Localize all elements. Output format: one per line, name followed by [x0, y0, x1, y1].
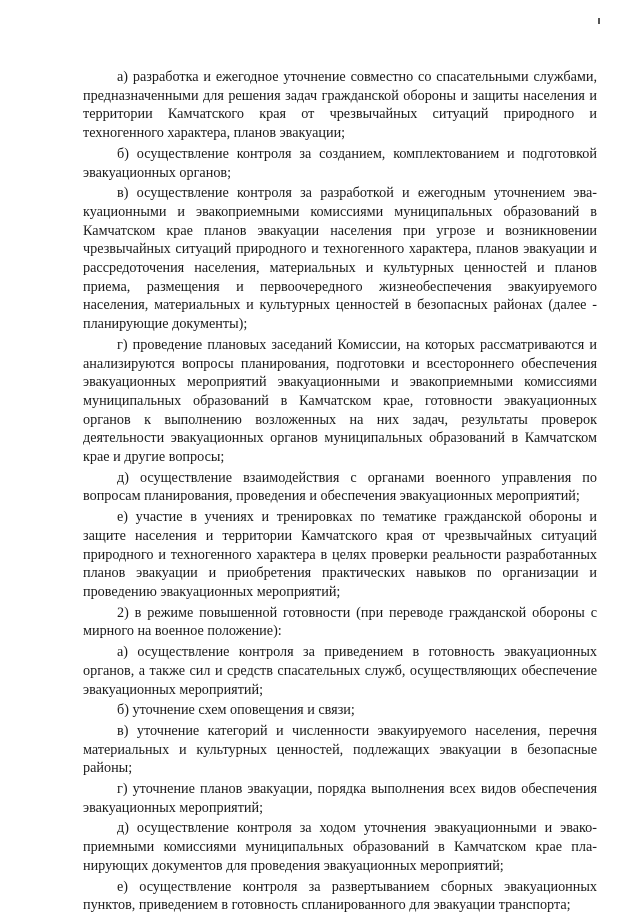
paragraph: д) осуществление взаимодействия с органами военного управления по вопросам планирования, проведения и обеспечения эвакуационных мероприятий; [83, 469, 597, 505]
paragraph: г) уточнение планов эвакуации, порядка выполнения всех видов обеспечения эвакуационных мероприятий; [83, 781, 597, 816]
paragraph: д) осуществление контроля за ходом уточнения эвакуационными и эвакоприемными комиссиями муниципальных образований в Камчатском крае планирующих документов для проведения эвакуационных мероприятий; [83, 820, 597, 874]
paragraph: 2) в режиме повышенной готовности (при переводе гражданской обороны с мирного на военное положение): [83, 604, 597, 640]
paragraph: е) осуществление контроля за развертыванием сборных эвакуационных пунктов, приведением в готовность спланированного для эвакуации транспорта; [83, 878, 597, 914]
paragraph: в) уточнение категорий и численности эвакуируемого населения, перечня материальных и культурных ценностей, подлежащих эвакуации в безопасные районы; [83, 722, 597, 777]
paragraph: б) осуществление контроля за созданием, комплектованием и подготовкой эвакуационных органов; [83, 145, 597, 181]
paragraph: г) проведение плановых заседаний Комиссии, на которых рассматриваются и анализируются вопросы планирования, подготовки и всестороннего обеспечения эвакуационных мероприятий эвакуационными и эвакоприемными комиссиями муниципальных образований в Камчатском крае, готовности эвакуационных органов к выполнению возложенных на них задач, результаты проверок деятельности эвакуационных органов муниципальных образований в Камчатском крае и другие вопросы; [83, 336, 597, 466]
scan-mark [598, 18, 600, 24]
paragraph: в) осуществление контроля за разработкой и ежегодным уточнением эвакуационными и эвакоприемными комиссиями муниципальных образований в Камчатском крае планов эвакуации населения при угрозе и возникновении чрезвычайных ситуаций природного и техногенного характера, планов эвакуации и рассредоточения населения, материальных и культурных ценностей и планов приема, размещения и первоочередного жизнеобеспечения эвакуируемого населения, материальных и культурных ценностей в безопасных районах (далее - планирующие документы); [83, 185, 597, 333]
paragraph: б) уточнение схем оповещения и связи; [117, 702, 355, 719]
paragraph: а) разработка и ежегодное уточнение совместно со спасательными службами, предназначенными для решения задач гражданской обороны и защиты населения и территории Камчатского края от чрезвычайных ситуаций природного и техногенного характера, планов эвакуации; [83, 69, 597, 142]
document-page [83, 68, 597, 917]
paragraph: а) осуществление контроля за приведением в готовность эвакуационных органов, а также сил и средств спасательных служб, осуществляющих обеспечение эвакуационных мероприятий; [83, 644, 597, 698]
paragraph: е) участие в учениях и тренировках по тематике гражданской обороны и защите населения и территории Камчатского края от чрезвычайных ситуаций природного и техногенного характера в целях проверки реальности разработанных планов эвакуации и приобретения практических навыков по организации и проведению эвакуационных мероприятий; [83, 509, 597, 600]
